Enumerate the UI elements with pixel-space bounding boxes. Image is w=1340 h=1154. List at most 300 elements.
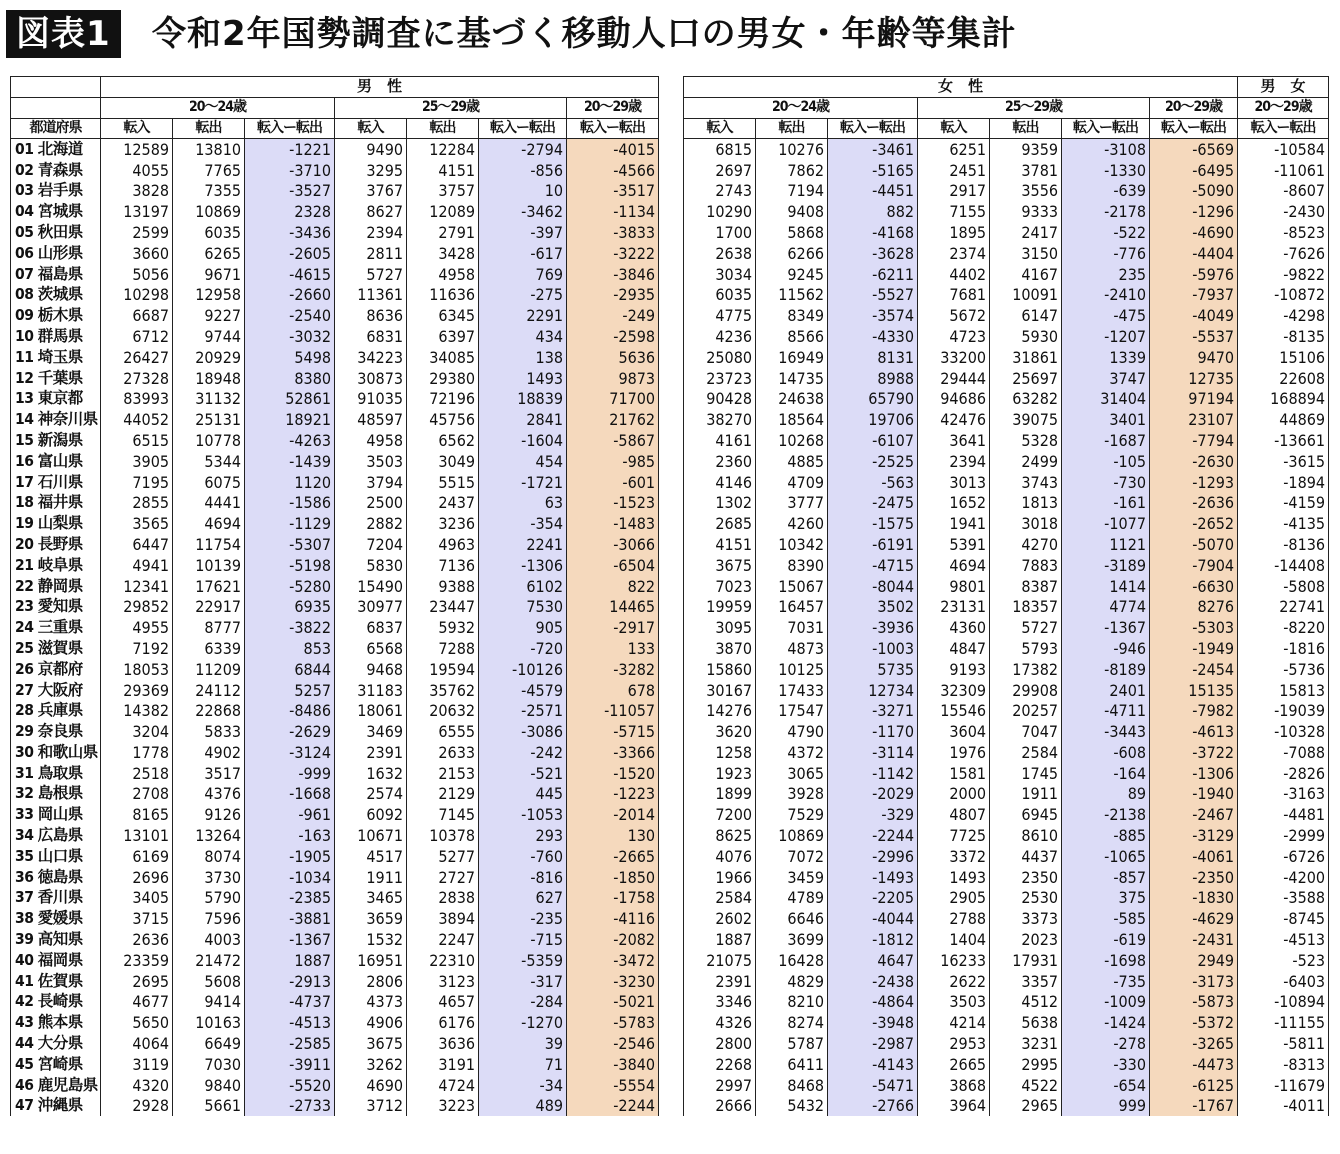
value-cell: -3615 [1238,451,1329,472]
value-cell: 2328 [245,201,335,222]
value-cell: 2806 [335,971,407,992]
value-cell: 7023 [684,576,756,597]
value-cell: 6515 [101,430,173,451]
value-cell: 2685 [684,513,756,534]
value-cell: 23723 [684,368,756,389]
value-cell: -3628 [828,243,918,264]
value-cell: -601 [567,472,659,493]
value-cell: 2530 [990,888,1062,909]
value-cell: 5638 [990,1012,1062,1033]
both-age-20-29: 20～29歳 [1238,97,1329,118]
value-cell: -5021 [567,992,659,1013]
value-cell: 293 [479,825,567,846]
value-cell: 3964 [918,1096,990,1117]
value-cell: 6712 [101,326,173,347]
value-cell: 2811 [335,243,407,264]
value-cell: 3699 [756,929,828,950]
value-cell: 14465 [567,596,659,617]
value-cell: -5554 [567,1075,659,1096]
prefecture-cell: 23 愛知県 [11,596,101,617]
value-cell: 445 [479,784,567,805]
col-header: 転入ー転出 [245,118,335,139]
value-cell: 10 [479,180,567,201]
value-cell: -563 [828,472,918,493]
value-cell: 25080 [684,347,756,368]
value-cell: 22741 [1238,596,1329,617]
value-cell: 7145 [407,804,479,825]
value-cell: -330 [1062,1054,1150,1075]
value-cell: 12734 [828,680,918,701]
value-cell: -1134 [567,201,659,222]
value-cell: 2129 [407,784,479,805]
value-cell: 4829 [756,971,828,992]
table-row [11,929,659,950]
value-cell: 13101 [101,825,173,846]
value-cell: 3372 [918,846,990,867]
value-cell: -856 [479,160,567,181]
value-cell: -2540 [245,305,335,326]
female-table [683,76,1329,1116]
col-header: 転入ー転出 [1238,118,1329,139]
value-cell: -1483 [567,513,659,534]
table-row [684,284,1329,305]
value-cell: 1895 [918,222,990,243]
table-row [11,846,659,867]
value-cell: 9359 [990,139,1062,160]
value-cell: 4955 [101,617,173,638]
value-cell: 2451 [918,160,990,181]
value-cell: -2766 [828,1096,918,1117]
table-row [11,264,659,285]
value-cell: -34 [479,1075,567,1096]
prefecture-cell: 15 新潟県 [11,430,101,451]
value-cell: 10778 [173,430,245,451]
value-cell: -2935 [567,284,659,305]
value-cell: 2518 [101,763,173,784]
value-cell: 8349 [756,305,828,326]
value-cell: 4326 [684,1012,756,1033]
value-cell: -7794 [1150,430,1238,451]
table-row [684,388,1329,409]
value-cell: 19706 [828,409,918,430]
value-cell: -5811 [1238,1033,1329,1054]
title-bar [6,4,1334,62]
value-cell: 5787 [756,1033,828,1054]
value-cell: 2023 [990,929,1062,950]
value-cell: 20257 [990,700,1062,721]
value-cell: 5868 [756,222,828,243]
value-cell: -4737 [245,992,335,1013]
value-cell: -3881 [245,908,335,929]
value-cell: 25131 [173,409,245,430]
table-row [684,451,1329,472]
prefecture-cell: 46 鹿児島県 [11,1075,101,1096]
value-cell: 44869 [1238,409,1329,430]
value-cell: -8523 [1238,222,1329,243]
value-cell: -3461 [828,139,918,160]
value-cell: 2791 [407,222,479,243]
value-cell: -5873 [1150,992,1238,1013]
prefecture-cell: 19 山梨県 [11,513,101,534]
value-cell: 2633 [407,742,479,763]
value-cell: 2965 [990,1096,1062,1117]
value-cell: 3373 [990,908,1062,929]
value-cell: -1424 [1062,1012,1150,1033]
value-cell: 3660 [101,243,173,264]
value-cell: 905 [479,617,567,638]
prefecture-cell: 38 愛媛県 [11,908,101,929]
prefecture-cell: 32 島根県 [11,784,101,805]
value-cell: -985 [567,451,659,472]
value-cell: -857 [1062,867,1150,888]
table-row [684,264,1329,285]
value-cell: -3574 [828,305,918,326]
value-cell: -1221 [245,139,335,160]
value-cell: -1330 [1062,160,1150,181]
table-row [11,638,659,659]
corner-cell [11,97,101,118]
value-cell: -4613 [1150,721,1238,742]
value-cell: 4360 [918,617,990,638]
value-cell: 10276 [756,139,828,160]
value-cell: 10298 [101,284,173,305]
value-cell: 4963 [407,534,479,555]
value-cell: 23131 [918,596,990,617]
value-cell: -7937 [1150,284,1238,305]
value-cell: 4873 [756,638,828,659]
value-cell: 17547 [756,700,828,721]
value-cell: 10091 [990,284,1062,305]
value-cell: -2350 [1150,867,1238,888]
value-cell: 15813 [1238,680,1329,701]
value-cell: 7155 [918,201,990,222]
value-cell: 1745 [990,763,1062,784]
value-cell: 2584 [684,888,756,909]
prefecture-cell: 31 鳥取県 [11,763,101,784]
value-cell: -2605 [245,243,335,264]
value-cell: 5432 [756,1096,828,1117]
value-cell: -4715 [828,555,918,576]
value-cell: 15860 [684,659,756,680]
value-cell: 769 [479,264,567,285]
table-row [684,326,1329,347]
value-cell: 7136 [407,555,479,576]
prefecture-cell: 14 神奈川県 [11,409,101,430]
value-cell: 12589 [101,139,173,160]
table-row [11,368,659,389]
value-cell: 2838 [407,888,479,909]
table-row [11,680,659,701]
value-cell: 4807 [918,804,990,825]
value-cell: -523 [1238,950,1329,971]
value-cell: 235 [1062,264,1150,285]
table-row [684,846,1329,867]
value-cell: -3129 [1150,825,1238,846]
value-cell: -4200 [1238,867,1329,888]
value-cell: 6555 [407,721,479,742]
value-cell: 853 [245,638,335,659]
value-cell: 1339 [1062,347,1150,368]
table-row [684,929,1329,950]
value-cell: 2997 [684,1075,756,1096]
value-cell: 6646 [756,908,828,929]
value-cell: -1296 [1150,201,1238,222]
value-cell: -1493 [828,867,918,888]
value-cell: -2138 [1062,804,1150,825]
value-cell: -2385 [245,888,335,909]
value-cell: -2996 [828,846,918,867]
value-cell: 10163 [173,1012,245,1033]
value-cell: -1009 [1062,992,1150,1013]
value-cell: 1966 [684,867,756,888]
value-cell: -1170 [828,721,918,742]
value-cell: 2584 [990,742,1062,763]
table-row [11,1033,659,1054]
value-cell: 1258 [684,742,756,763]
value-cell: 8390 [756,555,828,576]
value-cell: 3095 [684,617,756,638]
value-cell: 16949 [756,347,828,368]
value-cell: 20929 [173,347,245,368]
value-cell: -2410 [1062,284,1150,305]
value-cell: 10125 [756,659,828,680]
value-cell: 30873 [335,368,407,389]
value-cell: -6726 [1238,846,1329,867]
value-cell: 7883 [990,555,1062,576]
prefecture-cell: 44 大分県 [11,1033,101,1054]
value-cell: -1306 [479,555,567,576]
value-cell: 6397 [407,326,479,347]
value-cell: 21075 [684,950,756,971]
value-cell: 8566 [756,326,828,347]
value-cell: -10584 [1238,139,1329,160]
value-cell: 2949 [1150,950,1238,971]
value-cell: 4055 [101,160,173,181]
value-cell: -3066 [567,534,659,555]
value-cell: 9468 [335,659,407,680]
value-cell: 4677 [101,992,173,1013]
value-cell: 10869 [173,201,245,222]
value-cell: -3189 [1062,555,1150,576]
value-cell: -961 [245,804,335,825]
table-row [11,347,659,368]
value-cell: 38270 [684,409,756,430]
value-cell: 5391 [918,534,990,555]
prefecture-cell: 02 青森県 [11,160,101,181]
value-cell: 7596 [173,908,245,929]
value-cell: -585 [1062,908,1150,929]
value-cell: 2800 [684,1033,756,1054]
value-cell: 9873 [567,368,659,389]
value-cell: 90428 [684,388,756,409]
value-cell: -2987 [828,1033,918,1054]
value-cell: 29908 [990,680,1062,701]
value-cell: 8165 [101,804,173,825]
prefecture-cell: 45 宮崎県 [11,1054,101,1075]
value-cell: 9840 [173,1075,245,1096]
value-cell: 2374 [918,243,990,264]
value-cell: -354 [479,513,567,534]
col-header: 転入ー転出 [479,118,567,139]
value-cell: 22868 [173,700,245,721]
value-cell: -7982 [1150,700,1238,721]
value-cell: 4958 [335,430,407,451]
prefecture-cell: 39 高知県 [11,929,101,950]
value-cell: 34085 [407,347,479,368]
value-cell: 5650 [101,1012,173,1033]
value-cell: -6630 [1150,576,1238,597]
value-cell: 2708 [101,784,173,805]
value-cell: 4441 [173,492,245,513]
table-row [11,472,659,493]
value-cell: -1520 [567,763,659,784]
table-row [684,472,1329,493]
value-cell: 15106 [1238,347,1329,368]
value-cell: 2788 [918,908,990,929]
value-cell: 48597 [335,409,407,430]
value-cell: 33200 [918,347,990,368]
value-cell: 23107 [1150,409,1238,430]
value-cell: 9801 [918,576,990,597]
value-cell: 5056 [101,264,173,285]
value-cell: 52861 [245,388,335,409]
value-cell: 489 [479,1096,567,1117]
prefecture-cell: 22 静岡県 [11,576,101,597]
prefecture-cell: 34 広島県 [11,825,101,846]
page-title: 令和2年国勢調査に基づく移動人口の男女・年齢等集計 [152,14,1017,54]
table-row [684,347,1329,368]
value-cell: -475 [1062,305,1150,326]
both-label: 男 女 [1238,77,1329,98]
prefecture-cell: 21 岐阜県 [11,555,101,576]
value-cell: -4615 [245,264,335,285]
value-cell: -10894 [1238,992,1329,1013]
value-cell: 4376 [173,784,245,805]
value-cell: 3712 [335,1096,407,1117]
value-cell: -3517 [567,180,659,201]
value-cell: -3443 [1062,721,1150,742]
value-cell: 1911 [990,784,1062,805]
value-cell: -3840 [567,1054,659,1075]
value-cell: 2360 [684,451,756,472]
value-cell: -5527 [828,284,918,305]
value-cell: 3065 [756,763,828,784]
value-cell: 18053 [101,659,173,680]
value-cell: 2391 [684,971,756,992]
value-cell: -4044 [828,908,918,929]
value-cell: 9408 [756,201,828,222]
value-cell: 6562 [407,430,479,451]
value-cell: 8625 [684,825,756,846]
value-cell: 3747 [1062,368,1150,389]
col-header: 転出 [407,118,479,139]
value-cell: -10328 [1238,721,1329,742]
value-cell: -3108 [1062,139,1150,160]
value-cell: 31404 [1062,388,1150,409]
value-cell: -3366 [567,742,659,763]
value-cell: 31132 [173,388,245,409]
value-cell: 2905 [918,888,990,909]
table-row [684,784,1329,805]
value-cell: -1758 [567,888,659,909]
value-cell: 3150 [990,243,1062,264]
value-cell: 6266 [756,243,828,264]
value-cell: -2082 [567,929,659,950]
value-cell: 2995 [990,1054,1062,1075]
table-row [11,617,659,638]
table-row [11,305,659,326]
value-cell: 23359 [101,950,173,971]
value-cell: 16457 [756,596,828,617]
table-row [684,742,1329,763]
col-header: 転出 [990,118,1062,139]
prefecture-cell: 11 埼玉県 [11,347,101,368]
value-cell: 1404 [918,929,990,950]
value-cell: 10342 [756,534,828,555]
table-row [684,888,1329,909]
value-cell: -999 [245,763,335,784]
value-cell: 2882 [335,513,407,534]
value-cell: -735 [1062,971,1150,992]
table-row [684,867,1329,888]
value-cell: -329 [828,804,918,825]
value-cell: 9388 [407,576,479,597]
male-age-20-29: 20～29歳 [567,97,659,118]
value-cell: 6251 [918,139,990,160]
value-cell: 19959 [684,596,756,617]
value-cell: 2697 [684,160,756,181]
value-cell: 7529 [756,804,828,825]
value-cell: 4373 [335,992,407,1013]
value-cell: 5790 [173,888,245,909]
value-cell: 1581 [918,763,990,784]
value-cell: -1523 [567,492,659,513]
value-cell: -4298 [1238,305,1329,326]
prefecture-cell: 08 茨城県 [11,284,101,305]
value-cell: 15490 [335,576,407,597]
table-row [684,305,1329,326]
col-header: 転入 [684,118,756,139]
value-cell: -3271 [828,700,918,721]
value-cell: -2244 [828,825,918,846]
value-cell: -521 [479,763,567,784]
prefecture-cell: 43 熊本県 [11,1012,101,1033]
value-cell: 3757 [407,180,479,201]
table-row [11,700,659,721]
col-header: 転入 [335,118,407,139]
value-cell: 11754 [173,534,245,555]
table-row [684,659,1329,680]
value-cell: 2666 [684,1096,756,1117]
value-cell: -3822 [245,617,335,638]
table-row [684,513,1329,534]
table-row [11,513,659,534]
table-row [11,430,659,451]
table-row [11,243,659,264]
value-cell: -6107 [828,430,918,451]
value-cell: -1830 [1150,888,1238,909]
prefecture-cell: 30 和歌山県 [11,742,101,763]
value-cell: 6687 [101,305,173,326]
value-cell: 4214 [918,1012,990,1033]
value-cell: 9744 [173,326,245,347]
table-row [684,1033,1329,1054]
value-cell: -2205 [828,888,918,909]
prefecture-cell: 12 千葉県 [11,368,101,389]
value-cell: -2660 [245,284,335,305]
value-cell: 8274 [756,1012,828,1033]
table-row [684,992,1329,1013]
